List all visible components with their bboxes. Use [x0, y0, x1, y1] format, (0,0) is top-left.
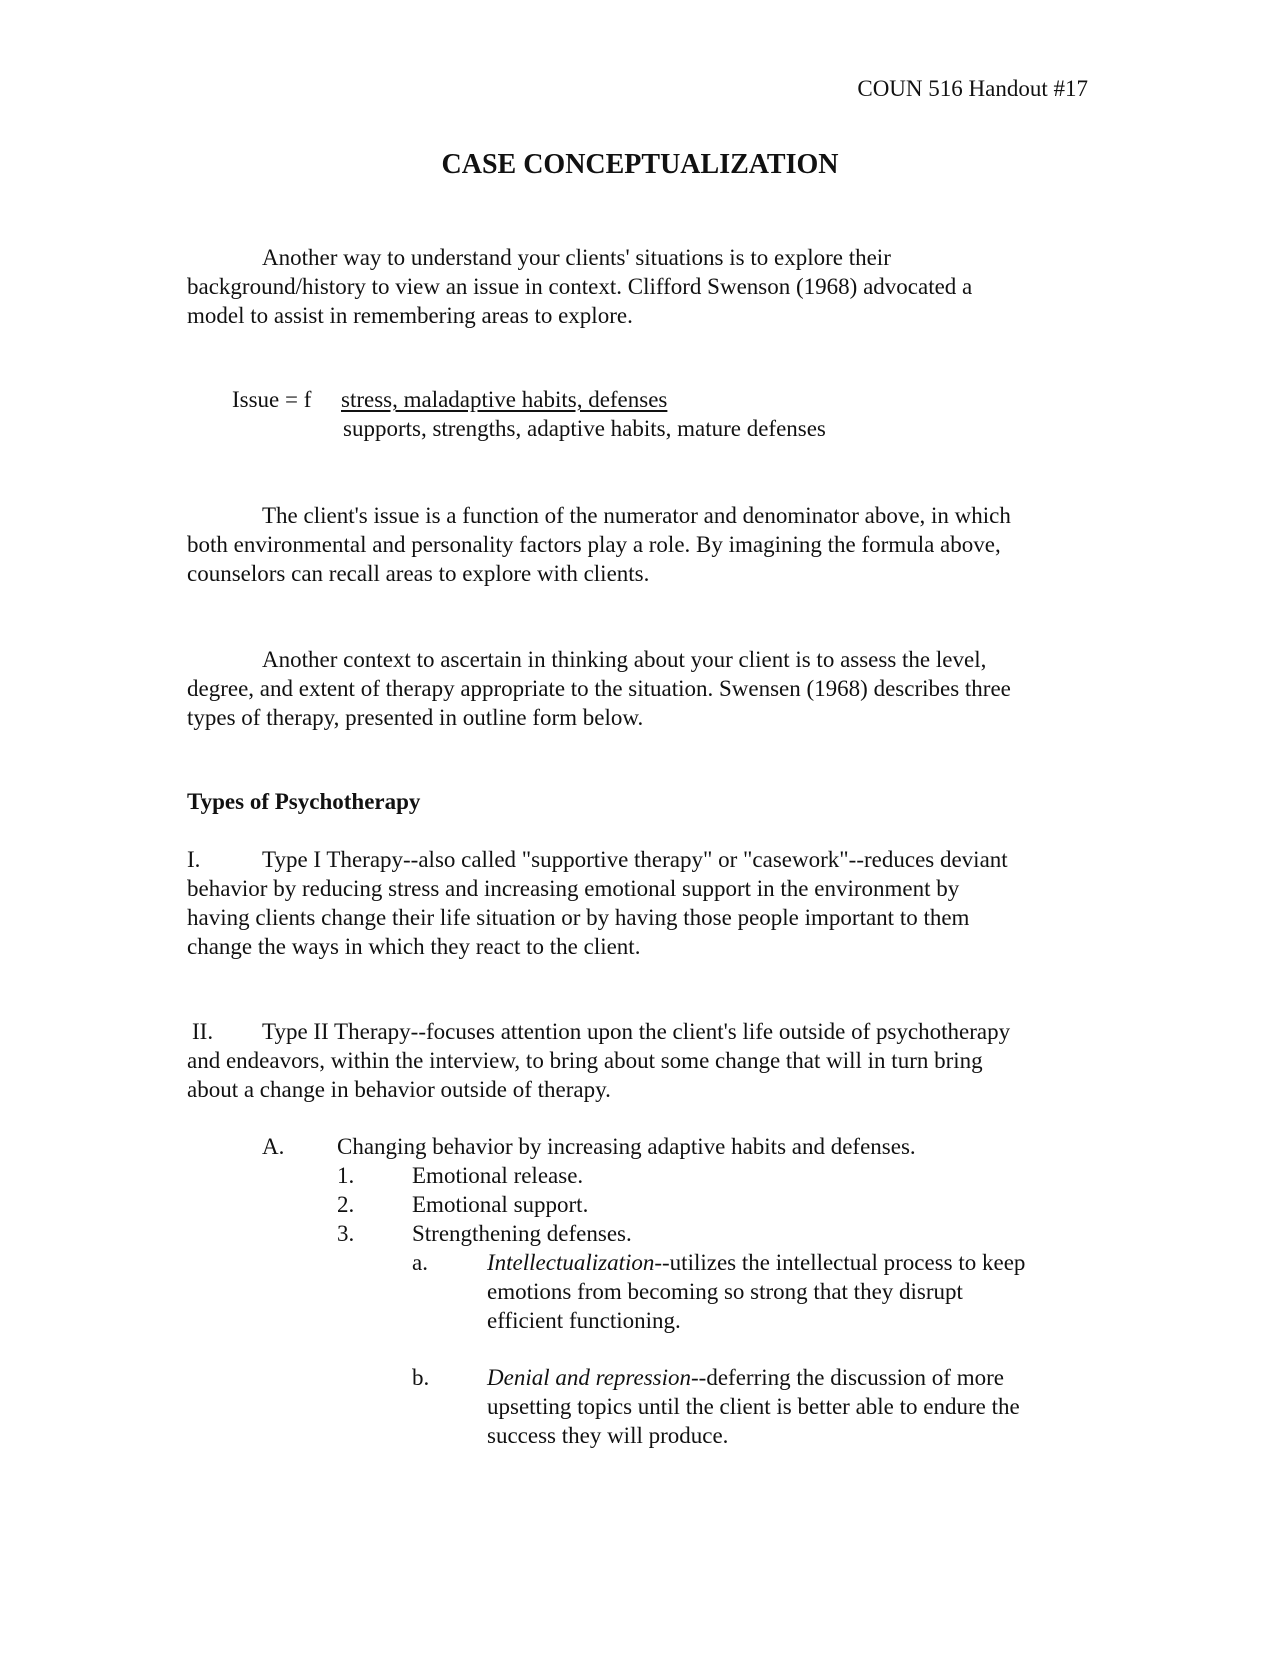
type-one-line: Type I Therapy--also called "supportive therapy" or "casework"--reduces deviant	[262, 847, 1008, 872]
sub-item-a-text	[487, 1248, 1025, 1335]
sub-item-b-first-line	[487, 1363, 1020, 1392]
list-item: Emotional release.	[412, 1163, 584, 1188]
formula-denominator: supports, strengths, adaptive habits, mature defenses	[343, 416, 826, 441]
sub-item-b-term: Denial and repression	[487, 1365, 692, 1390]
context-line: degree, and extent of therapy appropriate to the situation. Swensen (1968) describes three	[187, 676, 1011, 701]
sub-item-a-first-rest: --utilizes the intellectual process to keep	[654, 1250, 1026, 1275]
intro-paragraph	[187, 243, 1087, 330]
type-one-section	[187, 845, 1087, 961]
type-two-line: Type II Therapy--focuses attention upon the client's life outside of psychotherapy	[262, 1019, 1011, 1044]
list-item-marker: 3.	[337, 1221, 355, 1246]
list-item: Emotional support.	[412, 1192, 589, 1217]
section-heading: Types of Psychotherapy	[187, 789, 421, 814]
type-one-line: change the ways in which they react to the client.	[187, 934, 641, 959]
sub-item-b-line: upsetting topics until the client is better able to endure the	[487, 1394, 1020, 1419]
sub-item-a-line: emotions from becoming so strong that they disrupt	[487, 1279, 963, 1304]
sub-item-a-line: efficient functioning.	[487, 1308, 681, 1333]
intro-line: Another way to understand your clients' situations is to explore their	[262, 245, 891, 270]
type-one-line: behavior by reducing stress and increasing emotional support in the environment by	[187, 876, 960, 901]
outline-a-text: Changing behavior by increasing adaptive habits and defenses.	[337, 1134, 916, 1159]
list-item-marker: 2.	[337, 1192, 355, 1217]
type-two-line: and endeavors, within the interview, to bring about some change that will in turn bring	[187, 1048, 983, 1073]
intro-line: model to assist in remembering areas to explore.	[187, 303, 633, 328]
sub-item-b-line: success they will produce.	[487, 1423, 729, 1448]
context-line: Another context to ascertain in thinking about your client is to assess the level,	[262, 647, 987, 672]
function-paragraph	[187, 501, 1087, 588]
outline-a-marker: A.	[262, 1134, 285, 1159]
course-handout-tag: COUN 516 Handout #17	[857, 76, 1088, 101]
function-line: both environmental and personality factors play a role. By imagining the formula above,	[187, 532, 1001, 557]
type-one-marker: I.	[187, 847, 201, 872]
intro-line: background/history to view an issue in context. Clifford Swenson (1968) advocated a	[187, 274, 973, 299]
function-line: The client's issue is a function of the numerator and denominator above, in which	[262, 503, 1011, 528]
page-title: CASE CONCEPTUALIZATION	[441, 149, 839, 180]
type-two-line: about a change in behavior outside of therapy.	[187, 1077, 611, 1102]
type-two-section	[187, 1017, 1087, 1104]
sub-item-a-term: Intellectualization	[487, 1250, 655, 1275]
context-line: types of therapy, presented in outline form below.	[187, 705, 644, 730]
sub-item-marker: b.	[412, 1365, 430, 1390]
sub-item-a-first-line	[487, 1248, 1025, 1277]
sub-item-b-first-rest: --deferring the discussion of more	[691, 1365, 1004, 1390]
list-item: Strengthening defenses.	[412, 1221, 632, 1246]
function-line: counselors can recall areas to explore with clients.	[187, 561, 650, 586]
sub-item-marker: a.	[412, 1250, 428, 1275]
type-one-line: having clients change their life situation or by having those people important to them	[187, 905, 970, 930]
formula-numerator: stress, maladaptive habits, defenses	[341, 387, 668, 412]
formula-lhs: Issue = f	[232, 387, 312, 412]
context-paragraph	[187, 645, 1087, 732]
list-item-marker: 1.	[337, 1163, 355, 1188]
type-two-marker: II.	[192, 1019, 214, 1044]
sub-item-b-text	[487, 1363, 1020, 1450]
